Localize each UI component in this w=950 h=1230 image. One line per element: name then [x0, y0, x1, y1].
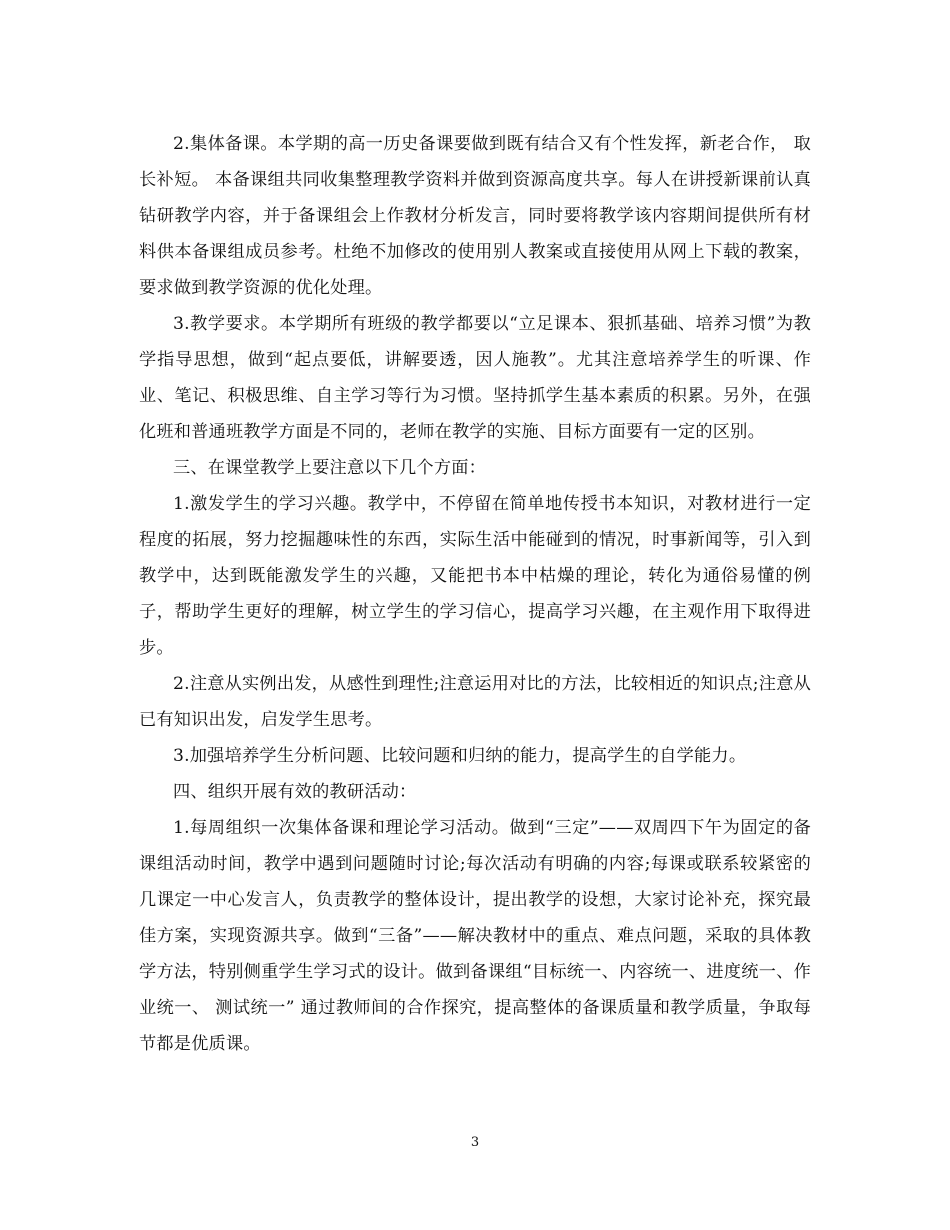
paragraph-teaching-requirements: 3.教学要求。本学期所有班级的教学都要以“立足课本、狠抓基础、培养习惯”为教学指导思想，做到“起点要低，讲解要透，因人施教”。尤其注意培养学生的听课、作业、笔记、积极思维、自主学习等行为习惯。坚持抓学生基本素质的积累。另外，在强化班和普通班教学方面是不同的，老师在教学的实施、目标方面要有一定的区别。: [139, 314, 811, 442]
section-heading-teaching-research: 四、组织开展有效的教研活动：: [173, 782, 417, 802]
paragraph-stimulate-interest: 1.激发学生的学习兴趣。教学中，不停留在简单地传授书本知识，对教材进行一定程度的拓展，努力挖掘趣味性的东西，实际生活中能碰到的情况，时事新闻等，引入到教学中，达到既能激发学生的兴趣，又能把书本中枯燥的理论，转化为通俗易懂的例子，帮助学生更好的理解，树立学生的学习信心，提高学习兴趣，在主观作用下取得进步。: [139, 494, 811, 658]
paragraph-weekly-activities: 1.每周组织一次集体备课和理论学习活动。做到“三定”——双周四下午为固定的备课组活动时间，教学中遇到问题随时讨论;每次活动有明确的内容;每课或联系较紧密的几课定一中心发言人，负责教学的整体设计，提出教学的设想，大家讨论补充，探究最佳方案，实现资源共享。做到“三备”——解决教材中的重点、难点问题，采取的具体教学方法，特别侧重学生学习式的设计。做到备课组“目标统一、内容统一、进度统一、作业统一、 测试统一” 通过教师间的合作探究，提高整体的备课质量和教学质量，争取每节都是优质课。: [139, 818, 811, 1054]
section-heading-classroom-teaching: 三、在课堂教学上要注意以下几个方面：: [173, 458, 486, 478]
paragraph-analysis-ability: 3.加强培养学生分析问题、比较问题和归纳的能力，提高学生的自学能力。: [173, 746, 747, 766]
document-body: [139, 126, 811, 1062]
page-number: 3: [470, 1135, 480, 1150]
paragraph-collective-lesson-prep: 2.集体备课。本学期的高一历史备课要做到既有结合又有个性发挥，新老合作， 取长补短。 本备课组共同收集整理教学资料并做到资源高度共享。每人在讲授新课前认真钻研教学内容，并于备课组会上作教材分析发言，同时要将教学该内容期间提供所有材料供本备课组成员参考。杜绝不加修改的使用别人教案或直接使用从网上下载的教案，要求做到教学资源的优化处理。: [139, 134, 811, 298]
paragraph-examples-to-reason: 2.注意从实例出发，从感性到理性;注意运用对比的方法，比较相近的知识点;注意从已有知识出发，启发学生思考。: [139, 674, 811, 730]
